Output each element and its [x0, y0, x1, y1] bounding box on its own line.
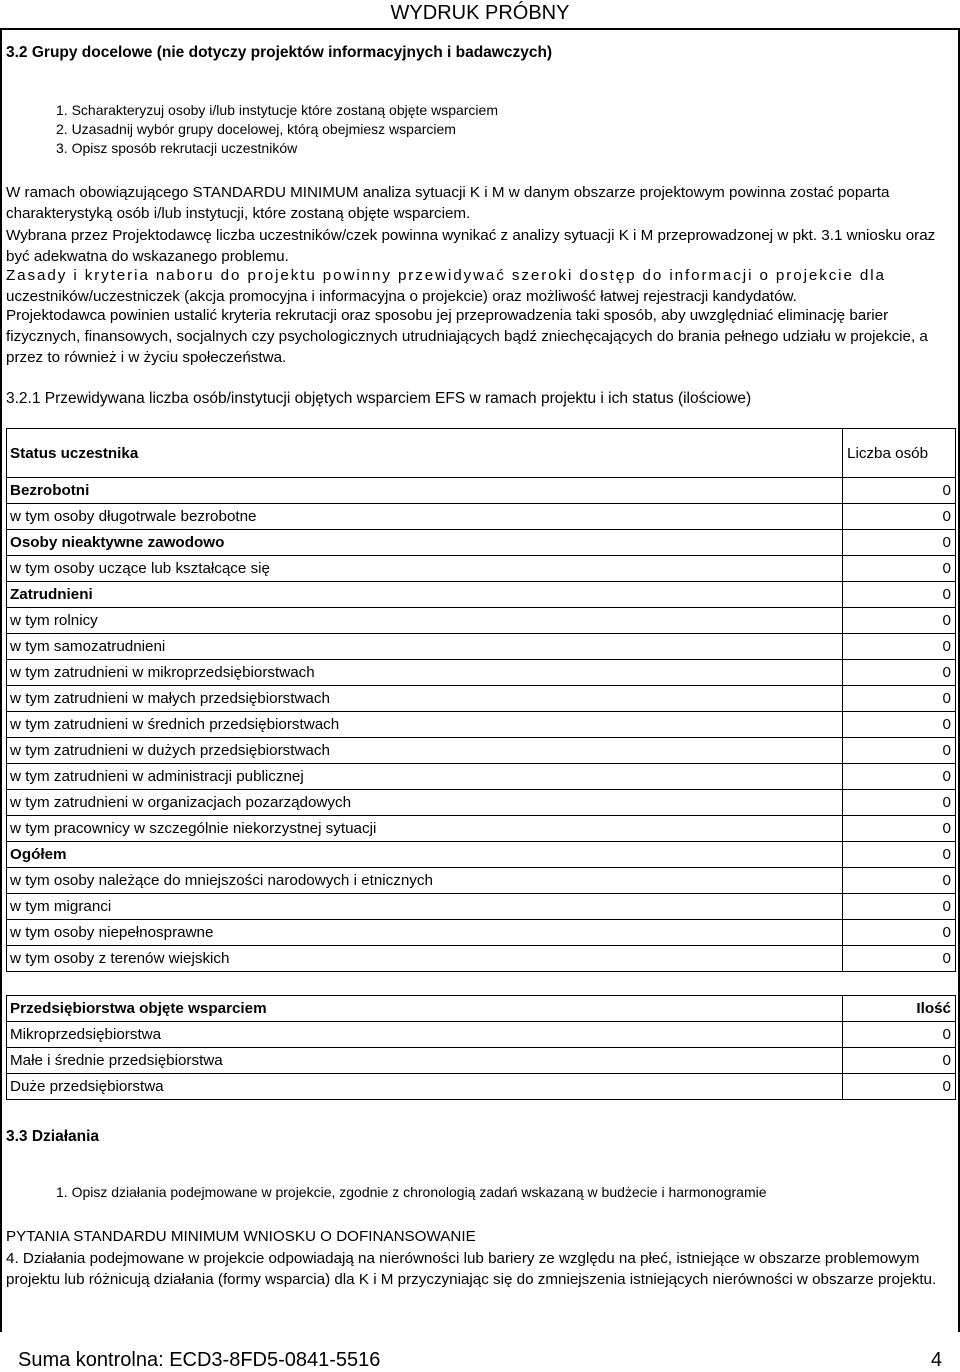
table-row — [7, 1048, 956, 1074]
row-label: w tym osoby długotrwale bezrobotne — [7, 504, 843, 530]
enterprise-rows — [7, 1022, 956, 1100]
row-label: Ogółem — [7, 842, 843, 868]
participants-table — [6, 428, 956, 972]
status-header: Status uczestnika — [7, 429, 843, 478]
row-label: w tym zatrudnieni w dużych przedsiębiorstwach — [7, 738, 843, 764]
row-label: w tym osoby niepełnosprawne — [7, 920, 843, 946]
row-value: 0 — [843, 920, 956, 946]
participants-rows — [7, 478, 956, 972]
page-number: 4 — [930, 1349, 942, 1371]
row-label: w tym migranci — [7, 894, 843, 920]
table-row — [7, 842, 956, 868]
hint-item: 2. Uzasadnij wybór grupy docelowej, którą obejmiesz wsparciem — [56, 121, 456, 137]
row-value: 0 — [843, 660, 956, 686]
row-label: w tym zatrudnieni w organizacjach pozarządowych — [7, 790, 843, 816]
row-label: w tym rolnicy — [7, 608, 843, 634]
row-value: 0 — [843, 842, 956, 868]
row-value: 0 — [843, 686, 956, 712]
standard-paragraph-3: Zasady i kryteria naboru do projektu powinny przewidywać szeroki dostęp do informacji o projekcie dla — [6, 267, 886, 284]
draft-watermark: WYDRUK PRÓBNY — [390, 2, 570, 24]
section-3-2-title: 3.2 Grupy docelowe (nie dotyczy projektów informacyjnych i badawczych) — [6, 44, 553, 61]
row-label: w tym zatrudnieni w małych przedsiębiorstwach — [7, 686, 843, 712]
checksum-footer: Suma kontrolna: ECD3-8FD5-0841-5516 — [18, 1349, 381, 1371]
table-row — [7, 764, 956, 790]
table-row — [7, 686, 956, 712]
row-label: w tym zatrudnieni w administracji publicznej — [7, 764, 843, 790]
enterprise-count-header: Ilość — [843, 996, 956, 1022]
row-label: w tym zatrudnieni w mikroprzedsiębiorstwach — [7, 660, 843, 686]
table-header-row — [7, 996, 956, 1022]
table-row — [7, 478, 956, 504]
question-4: 4. Działania podejmowane w projekcie odpowiadają na nierówności lub bariery ze względu na płeć, istniejące w obszarze problemowym projektu lub różnicują działania (formy wsparcia) dla K i M przyczyniając się do zmniejszenia istniejących nierówności w obszarze projektu. — [6, 1250, 937, 1288]
row-value: 0 — [843, 868, 956, 894]
table-row — [7, 608, 956, 634]
count-header: Liczba osób — [843, 429, 956, 478]
table-row — [7, 816, 956, 842]
row-label: Małe i średnie przedsiębiorstwa — [7, 1048, 843, 1074]
row-value: 0 — [843, 478, 956, 504]
table-header-row — [7, 429, 956, 478]
row-value: 0 — [843, 946, 956, 972]
table-row — [7, 712, 956, 738]
row-value: 0 — [843, 1074, 956, 1100]
row-label: w tym samozatrudnieni — [7, 634, 843, 660]
row-value: 0 — [843, 582, 956, 608]
table-row — [7, 790, 956, 816]
row-label: w tym osoby należące do mniejszości narodowych i etnicznych — [7, 868, 843, 894]
row-value: 0 — [843, 608, 956, 634]
table-row — [7, 582, 956, 608]
row-value: 0 — [843, 712, 956, 738]
table-row — [7, 530, 956, 556]
row-label: Mikroprzedsiębiorstwa — [7, 1022, 843, 1048]
row-value: 0 — [843, 556, 956, 582]
row-value: 0 — [843, 764, 956, 790]
section-3-2-1-title: 3.2.1 Przewidywana liczba osób/instytucji objętych wsparciem EFS w ramach projektu i ich status (ilościowe) — [6, 390, 752, 407]
section-3-3-title: 3.3 Działania — [6, 1128, 100, 1145]
enterprise-header: Przedsiębiorstwa objęte wsparciem — [7, 996, 843, 1022]
enterprises-table — [6, 995, 956, 1100]
hint-item: 1. Scharakteryzuj osoby i/lub instytucje które zostaną objęte wsparciem — [56, 102, 498, 118]
row-value: 0 — [843, 634, 956, 660]
table-row — [7, 634, 956, 660]
standard-questions-heading: PYTANIA STANDARDU MINIMUM WNIOSKU O DOFINANSOWANIE — [6, 1228, 476, 1245]
table-row — [7, 946, 956, 972]
row-label: Zatrudnieni — [7, 582, 843, 608]
table-row — [7, 1074, 956, 1100]
row-label: w tym osoby z terenów wiejskich — [7, 946, 843, 972]
row-value: 0 — [843, 1022, 956, 1048]
row-label: Duże przedsiębiorstwa — [7, 1074, 843, 1100]
row-value: 0 — [843, 504, 956, 530]
standard-paragraph-2: Wybrana przez Projektodawcę liczba uczestników/czek powinna wynikać z analizy sytuacji K i M przeprowadzonej w pkt. 3.1 wniosku oraz być adekwatna do wskazanego problemu. — [6, 227, 936, 265]
table-row — [7, 920, 956, 946]
row-value: 0 — [843, 530, 956, 556]
hint-item: 3. Opisz sposób rekrutacji uczestników — [56, 140, 298, 156]
table-row — [7, 660, 956, 686]
table-row — [7, 738, 956, 764]
row-value: 0 — [843, 1048, 956, 1074]
table-row — [7, 504, 956, 530]
section-3-3-hint: 1. Opisz działania podejmowane w projekcie, zgodnie z chronologią zadań wskazaną w budżecie i harmonogramie — [56, 1184, 767, 1200]
row-label: Bezrobotni — [7, 478, 843, 504]
row-value: 0 — [843, 790, 956, 816]
table-row — [7, 1022, 956, 1048]
row-label: w tym pracownicy w szczególnie niekorzystnej sytuacji — [7, 816, 843, 842]
row-value: 0 — [843, 816, 956, 842]
row-label: w tym zatrudnieni w średnich przedsiębiorstwach — [7, 712, 843, 738]
standard-paragraph-4: Projektodawca powinien ustalić kryteria rekrutacji oraz sposobu jej przeprowadzenia taki sposób, aby uwzględniać eliminację barier fizycznych, finansowych, socjalnych czy psychologicznych utrudniających bądź zniechęcających do brania pełnego udziału w projekcie, a przez to również i w życiu społeczeństwa. — [6, 307, 928, 366]
table-row — [7, 868, 956, 894]
row-value: 0 — [843, 894, 956, 920]
section-3-2-hints — [56, 101, 498, 158]
row-label: w tym osoby uczące lub kształcące się — [7, 556, 843, 582]
table-row — [7, 556, 956, 582]
row-value: 0 — [843, 738, 956, 764]
row-label: Osoby nieaktywne zawodowo — [7, 530, 843, 556]
table-row — [7, 894, 956, 920]
standard-paragraph-3-cont: uczestników/uczestniczek (akcja promocyjna i informacyjna o projekcie) oraz możliwość łatwej rejestracji kandydatów. — [6, 288, 797, 305]
standard-paragraph-1: W ramach obowiązującego STANDARDU MINIMUM analiza sytuacji K i M w danym obszarze projektowym powinna zostać poparta charakterystyką osób i/lub instytucji, które zostaną objęte wsparciem. — [6, 184, 890, 222]
